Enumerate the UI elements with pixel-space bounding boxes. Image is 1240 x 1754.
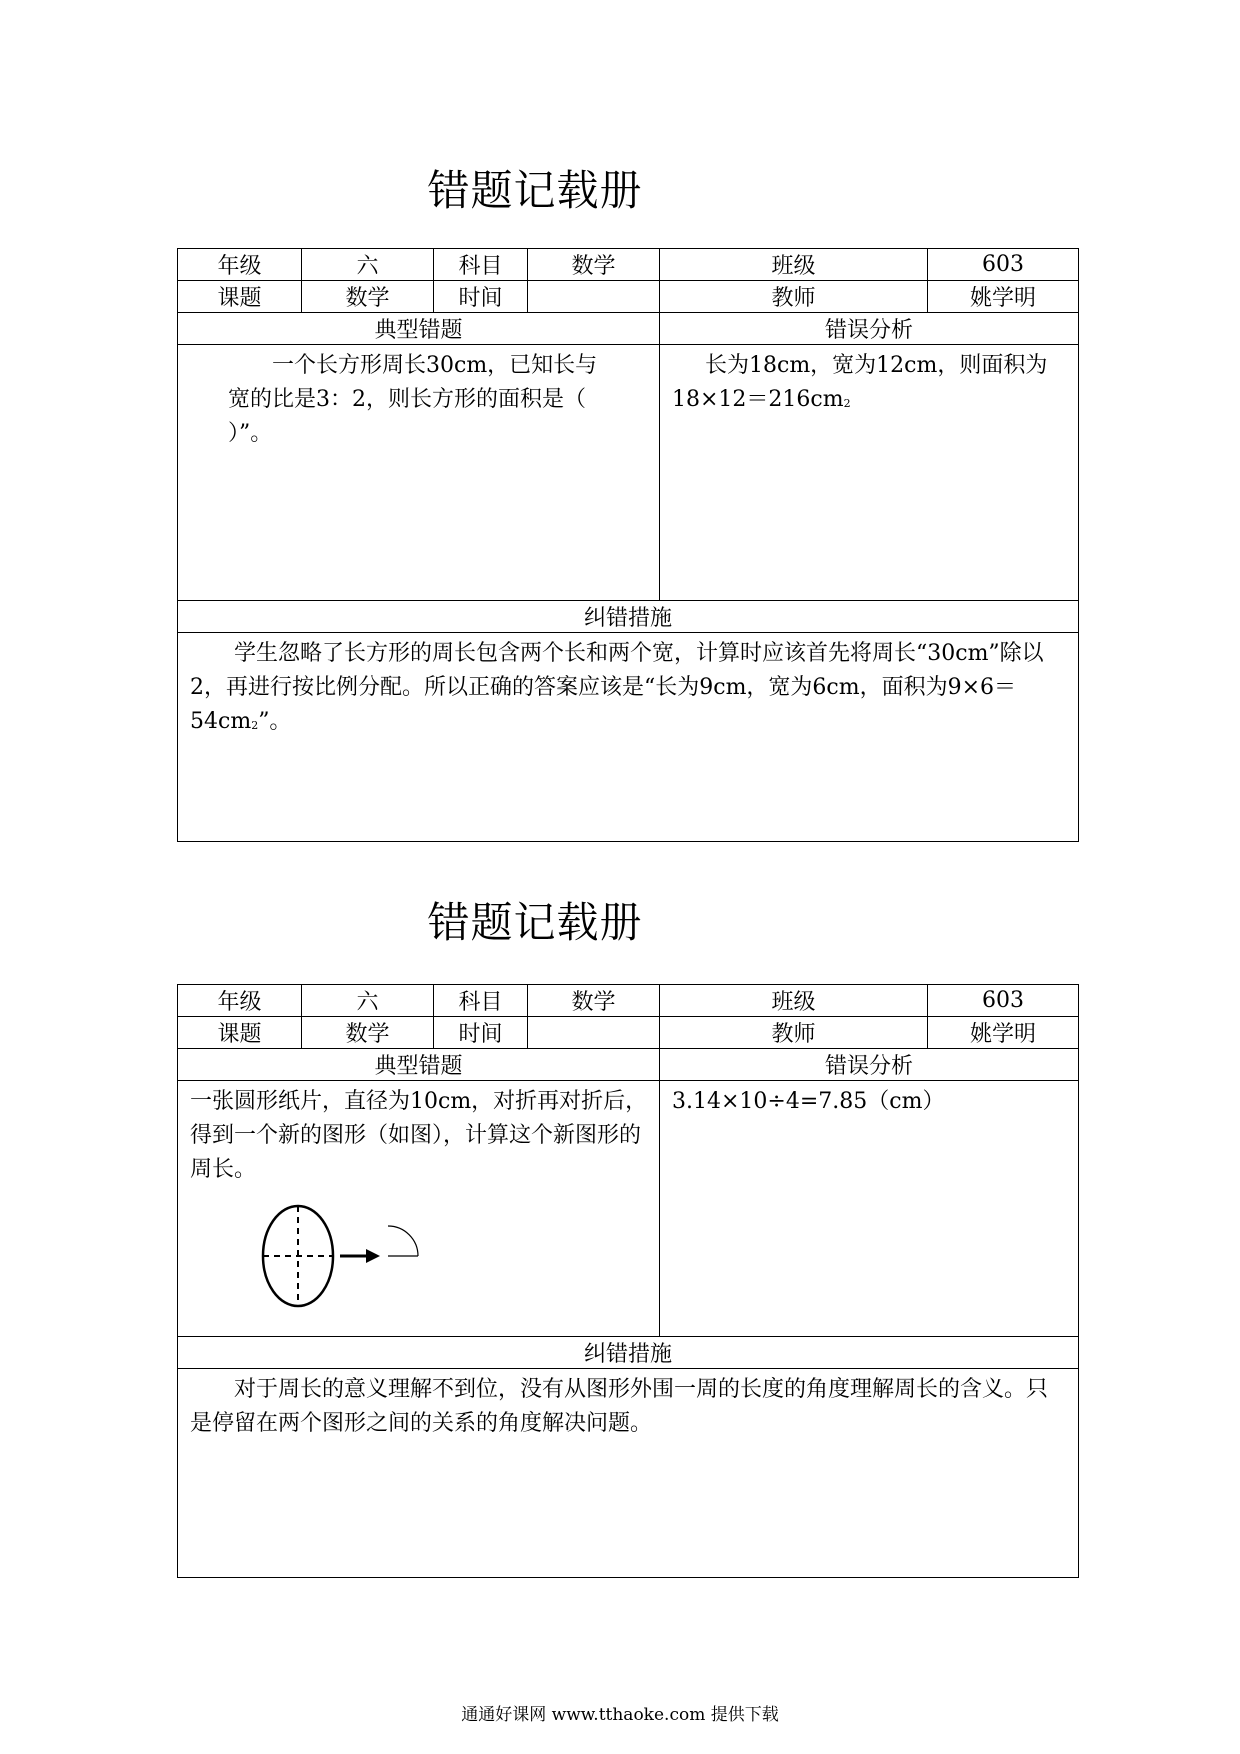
analysis-text: 3.14×10÷4=7.85（cm） bbox=[672, 1089, 945, 1114]
topic-value: 数学 bbox=[302, 281, 434, 313]
analysis-text: 长为18cm，宽为12cm，则面积为$18\times 12=216cm^2$ bbox=[672, 353, 1048, 412]
analysis-header: 错误分析 bbox=[660, 313, 1079, 345]
fix-header: 纠错措施 bbox=[178, 601, 1079, 633]
grade-value: 六 bbox=[302, 985, 434, 1017]
fix-cell bbox=[178, 1369, 1079, 1578]
page-title: 错题记载册 bbox=[427, 166, 643, 215]
analysis-header: 错误分析 bbox=[660, 1049, 1079, 1081]
circle-icon bbox=[263, 1206, 333, 1306]
question-cell bbox=[178, 345, 660, 601]
grade-label: 年级 bbox=[178, 249, 302, 281]
class-label: 班级 bbox=[660, 985, 928, 1017]
fix-text: 学生忽略了长方形的周长包含两个长和两个宽，计算时应该首先将周长“30cm”除以2，再进行按比例分配。所以正确的答案应该是“长为9cm，宽为6cm，面积为$9\times 6=54cm^2$”。 bbox=[190, 641, 1044, 734]
class-label: 班级 bbox=[660, 249, 928, 281]
subject-label: 科目 bbox=[434, 249, 528, 281]
page-title: 错题记载册 bbox=[427, 898, 643, 947]
class-value: 603 bbox=[928, 985, 1079, 1017]
time-value bbox=[528, 281, 660, 313]
subject-label: 科目 bbox=[434, 985, 528, 1017]
time-value bbox=[528, 1017, 660, 1049]
question-text: 一个长方形周长30cm，已知长与宽的比是3：2，则长方形的面积是（ ）”。 bbox=[228, 353, 598, 446]
folded-circle-figure bbox=[258, 1201, 458, 1311]
teacher-label: 教师 bbox=[660, 281, 928, 313]
fix-header: 纠错措施 bbox=[178, 1337, 1079, 1369]
topic-label: 课题 bbox=[178, 281, 302, 313]
teacher-value: 姚学明 bbox=[928, 281, 1079, 313]
teacher-label: 教师 bbox=[660, 1017, 928, 1049]
question-header: 典型错题 bbox=[178, 1049, 660, 1081]
class-value: 603 bbox=[928, 249, 1079, 281]
topic-value: 数学 bbox=[302, 1017, 434, 1049]
grade-label: 年级 bbox=[178, 985, 302, 1017]
fix-cell bbox=[178, 633, 1079, 842]
time-label: 时间 bbox=[434, 281, 528, 313]
analysis-cell bbox=[660, 1081, 1079, 1337]
subject-value: 数学 bbox=[528, 985, 660, 1017]
grade-value: 六 bbox=[302, 249, 434, 281]
teacher-value: 姚学明 bbox=[928, 1017, 1079, 1049]
question-text: 一张圆形纸片，直径为10cm，对折再对折后，得到一个新的图形（如图），计算这个新图形的周长。 bbox=[190, 1089, 648, 1182]
quarter-circle-icon bbox=[388, 1226, 418, 1256]
fix-text: 对于周长的意义理解不到位，没有从图形外围一周的长度的角度理解周长的含义。只是停留在两个图形之间的关系的角度解决问题。 bbox=[190, 1377, 1049, 1436]
question-cell bbox=[178, 1081, 660, 1337]
error-record-card bbox=[177, 984, 1078, 1578]
subject-value: 数学 bbox=[528, 249, 660, 281]
footer-credit: 通通好课网 www.tthaoke.com 提供下载 bbox=[461, 1705, 779, 1725]
topic-label: 课题 bbox=[178, 1017, 302, 1049]
arrow-right-icon bbox=[340, 1249, 380, 1263]
error-record-card bbox=[177, 248, 1078, 842]
analysis-cell bbox=[660, 345, 1079, 601]
question-header: 典型错题 bbox=[178, 313, 660, 345]
time-label: 时间 bbox=[434, 1017, 528, 1049]
